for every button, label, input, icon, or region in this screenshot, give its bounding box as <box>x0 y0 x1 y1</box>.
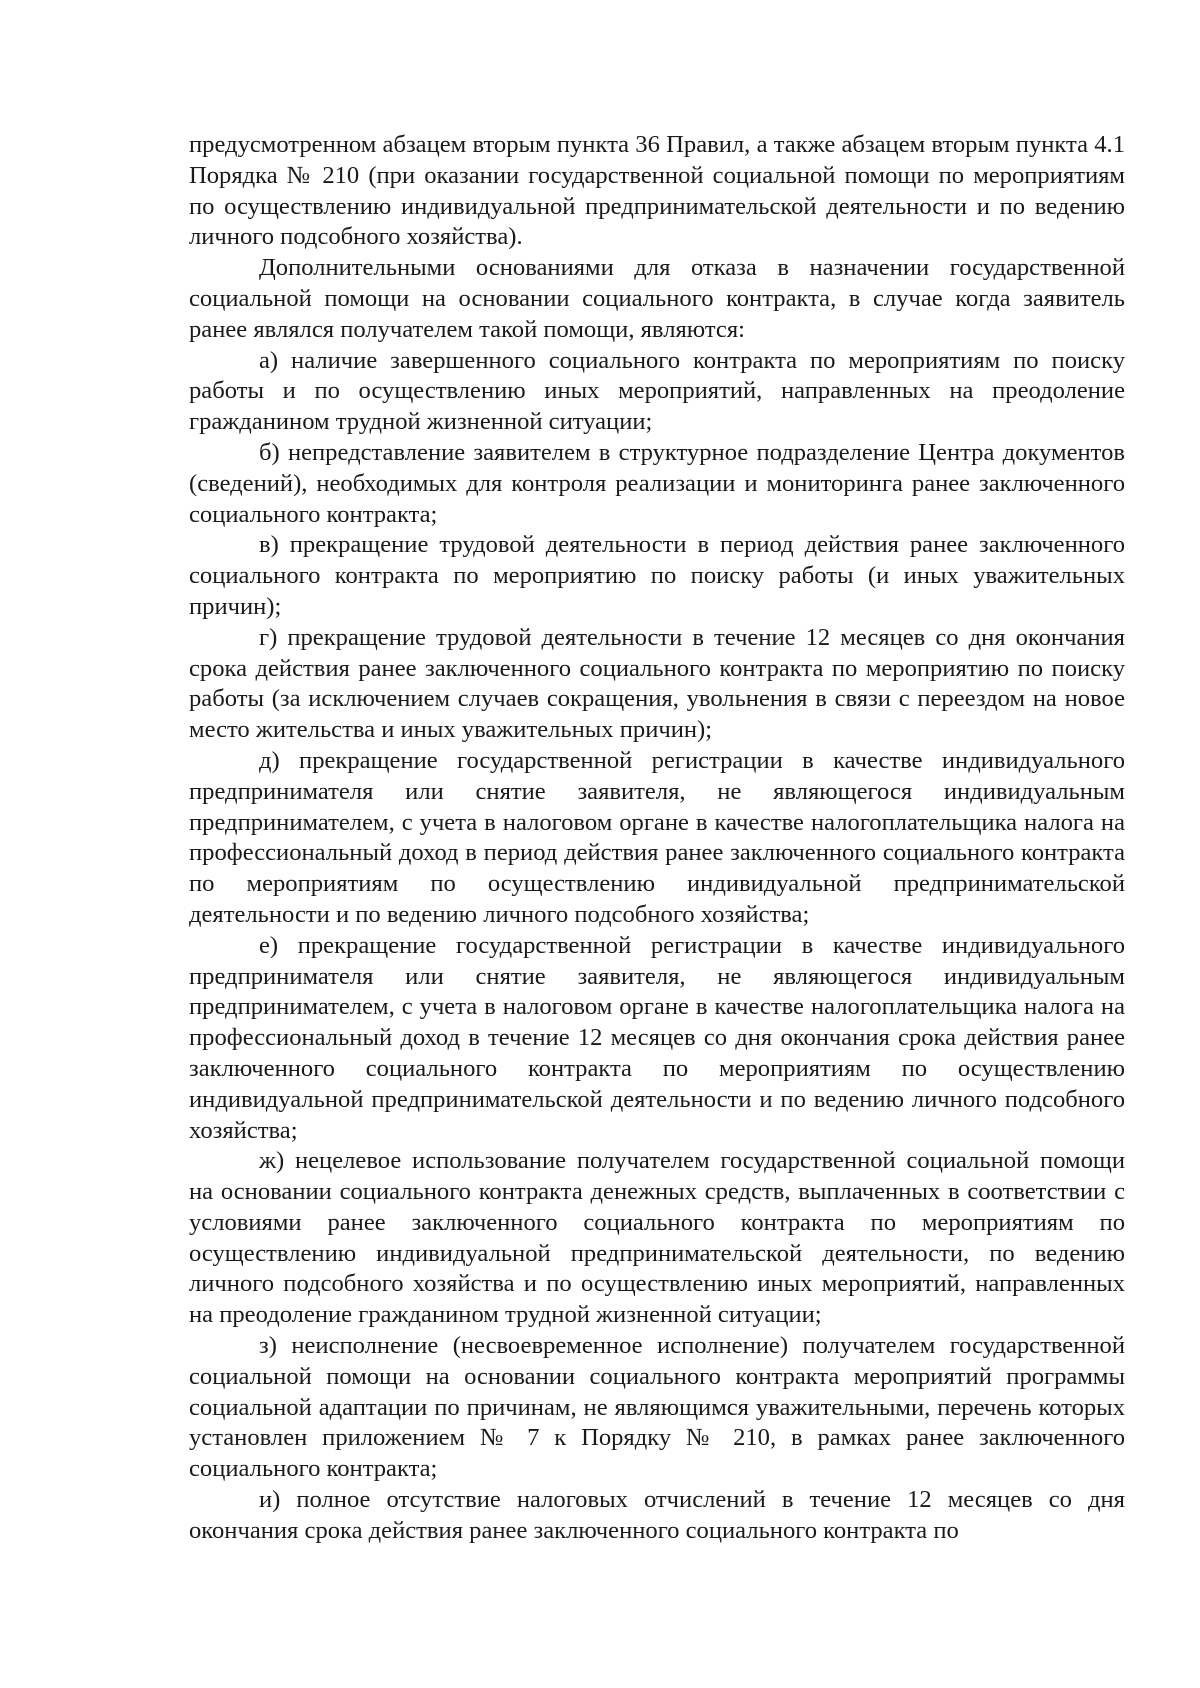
paragraph-continuation: предусмотренном абзацем вторым пункта 36 Правил, а также абзацем вторым пункта 4.1 Порядка № 210 (при оказании государственной социальной помощи по мероприятиям по осуществлению индивидуальной предпринимательской деятельности и по ведению личного подсобного хозяйства). <box>189 131 1125 251</box>
paragraph-intro: Дополнительными основаниями для отказа в назначении государственной социальной помощи на основании социального контракта, в случае когда заявитель ранее являлся получателем такой помощи, являются: <box>189 254 1125 343</box>
list-item-a: а) наличие завершенного социального контракта по мероприятиям по поиску работы и по осуществлению иных мероприятий, направленных на преодоление гражданином трудной жизненной ситуации; <box>189 346 1125 436</box>
list-item-g: г) прекращение трудовой деятельности в течение 12 месяцев со дня окончания срока действия ранее заключенного социального контракта по мероприятию по поиску работы (за исключением случаев сокращения, увольнения в связи с переездом на новое место жительства и иных уважительных причин); <box>189 623 1125 744</box>
document-body <box>189 130 1125 1547</box>
list-item-e: е) прекращение государственной регистрации в качестве индивидуального предпринимателя или снятие заявителя, не являющегося индивидуальным предпринимателем, с учета в налоговом органе в качестве налогоплательщика налога на профессиональный доход в течение 12 месяцев со дня окончания срока действия ранее заключенного социального контракта по мероприятиям по осуществлению индивидуальной предпринимательской деятельности и по ведению личного подсобного хозяйства; <box>189 931 1125 1144</box>
list-item-i: и) полное отсутствие налоговых отчислений в течение 12 месяцев со дня окончания срока действия ранее заключенного социального контракта по <box>189 1486 1125 1544</box>
list-item-zh: ж) нецелевое использование получателем государственной социальной помощи на основании социального контракта денежных средств, выплаченных в соответствии с условиями ранее заключенного социального контракта по мероприятиям по осуществлению индивидуальной предпринимательской деятельности, по ведению личного подсобного хозяйства и по осуществлению иных мероприятий, направленных на преодоление гражданином трудной жизненной ситуации; <box>189 1147 1125 1329</box>
list-item-b: б) непредставление заявителем в структурное подразделение Центра документов (сведений), необходимых для контроля реализации и мониторинга ранее заключенного социального контракта; <box>189 438 1125 528</box>
list-item-v: в) прекращение трудовой деятельности в период действия ранее заключенного социального контракта по мероприятию по поиску работы (и иных уважительных причин); <box>189 531 1125 620</box>
list-item-z: з) неисполнение (несвоевременное исполнение) получателем государственной социальной помощи на основании социального контракта мероприятий программы социальной адаптации по причинам, не являющимся уважительными, перечень которых установлен приложением № 7 к Порядку № 210, в рамках ранее заключенного социального контракта; <box>189 1332 1125 1483</box>
list-item-d: д) прекращение государственной регистрации в качестве индивидуального предпринимателя или снятие заявителя, не являющегося индивидуальным предпринимателем, с учета в налоговом органе в качестве налогоплательщика налога на профессиональный доход в период действия ранее заключенного социального контракта по мероприятиям по осуществлению индивидуальной предпринимательской деятельности и по ведению личного подсобного хозяйства; <box>189 746 1125 928</box>
